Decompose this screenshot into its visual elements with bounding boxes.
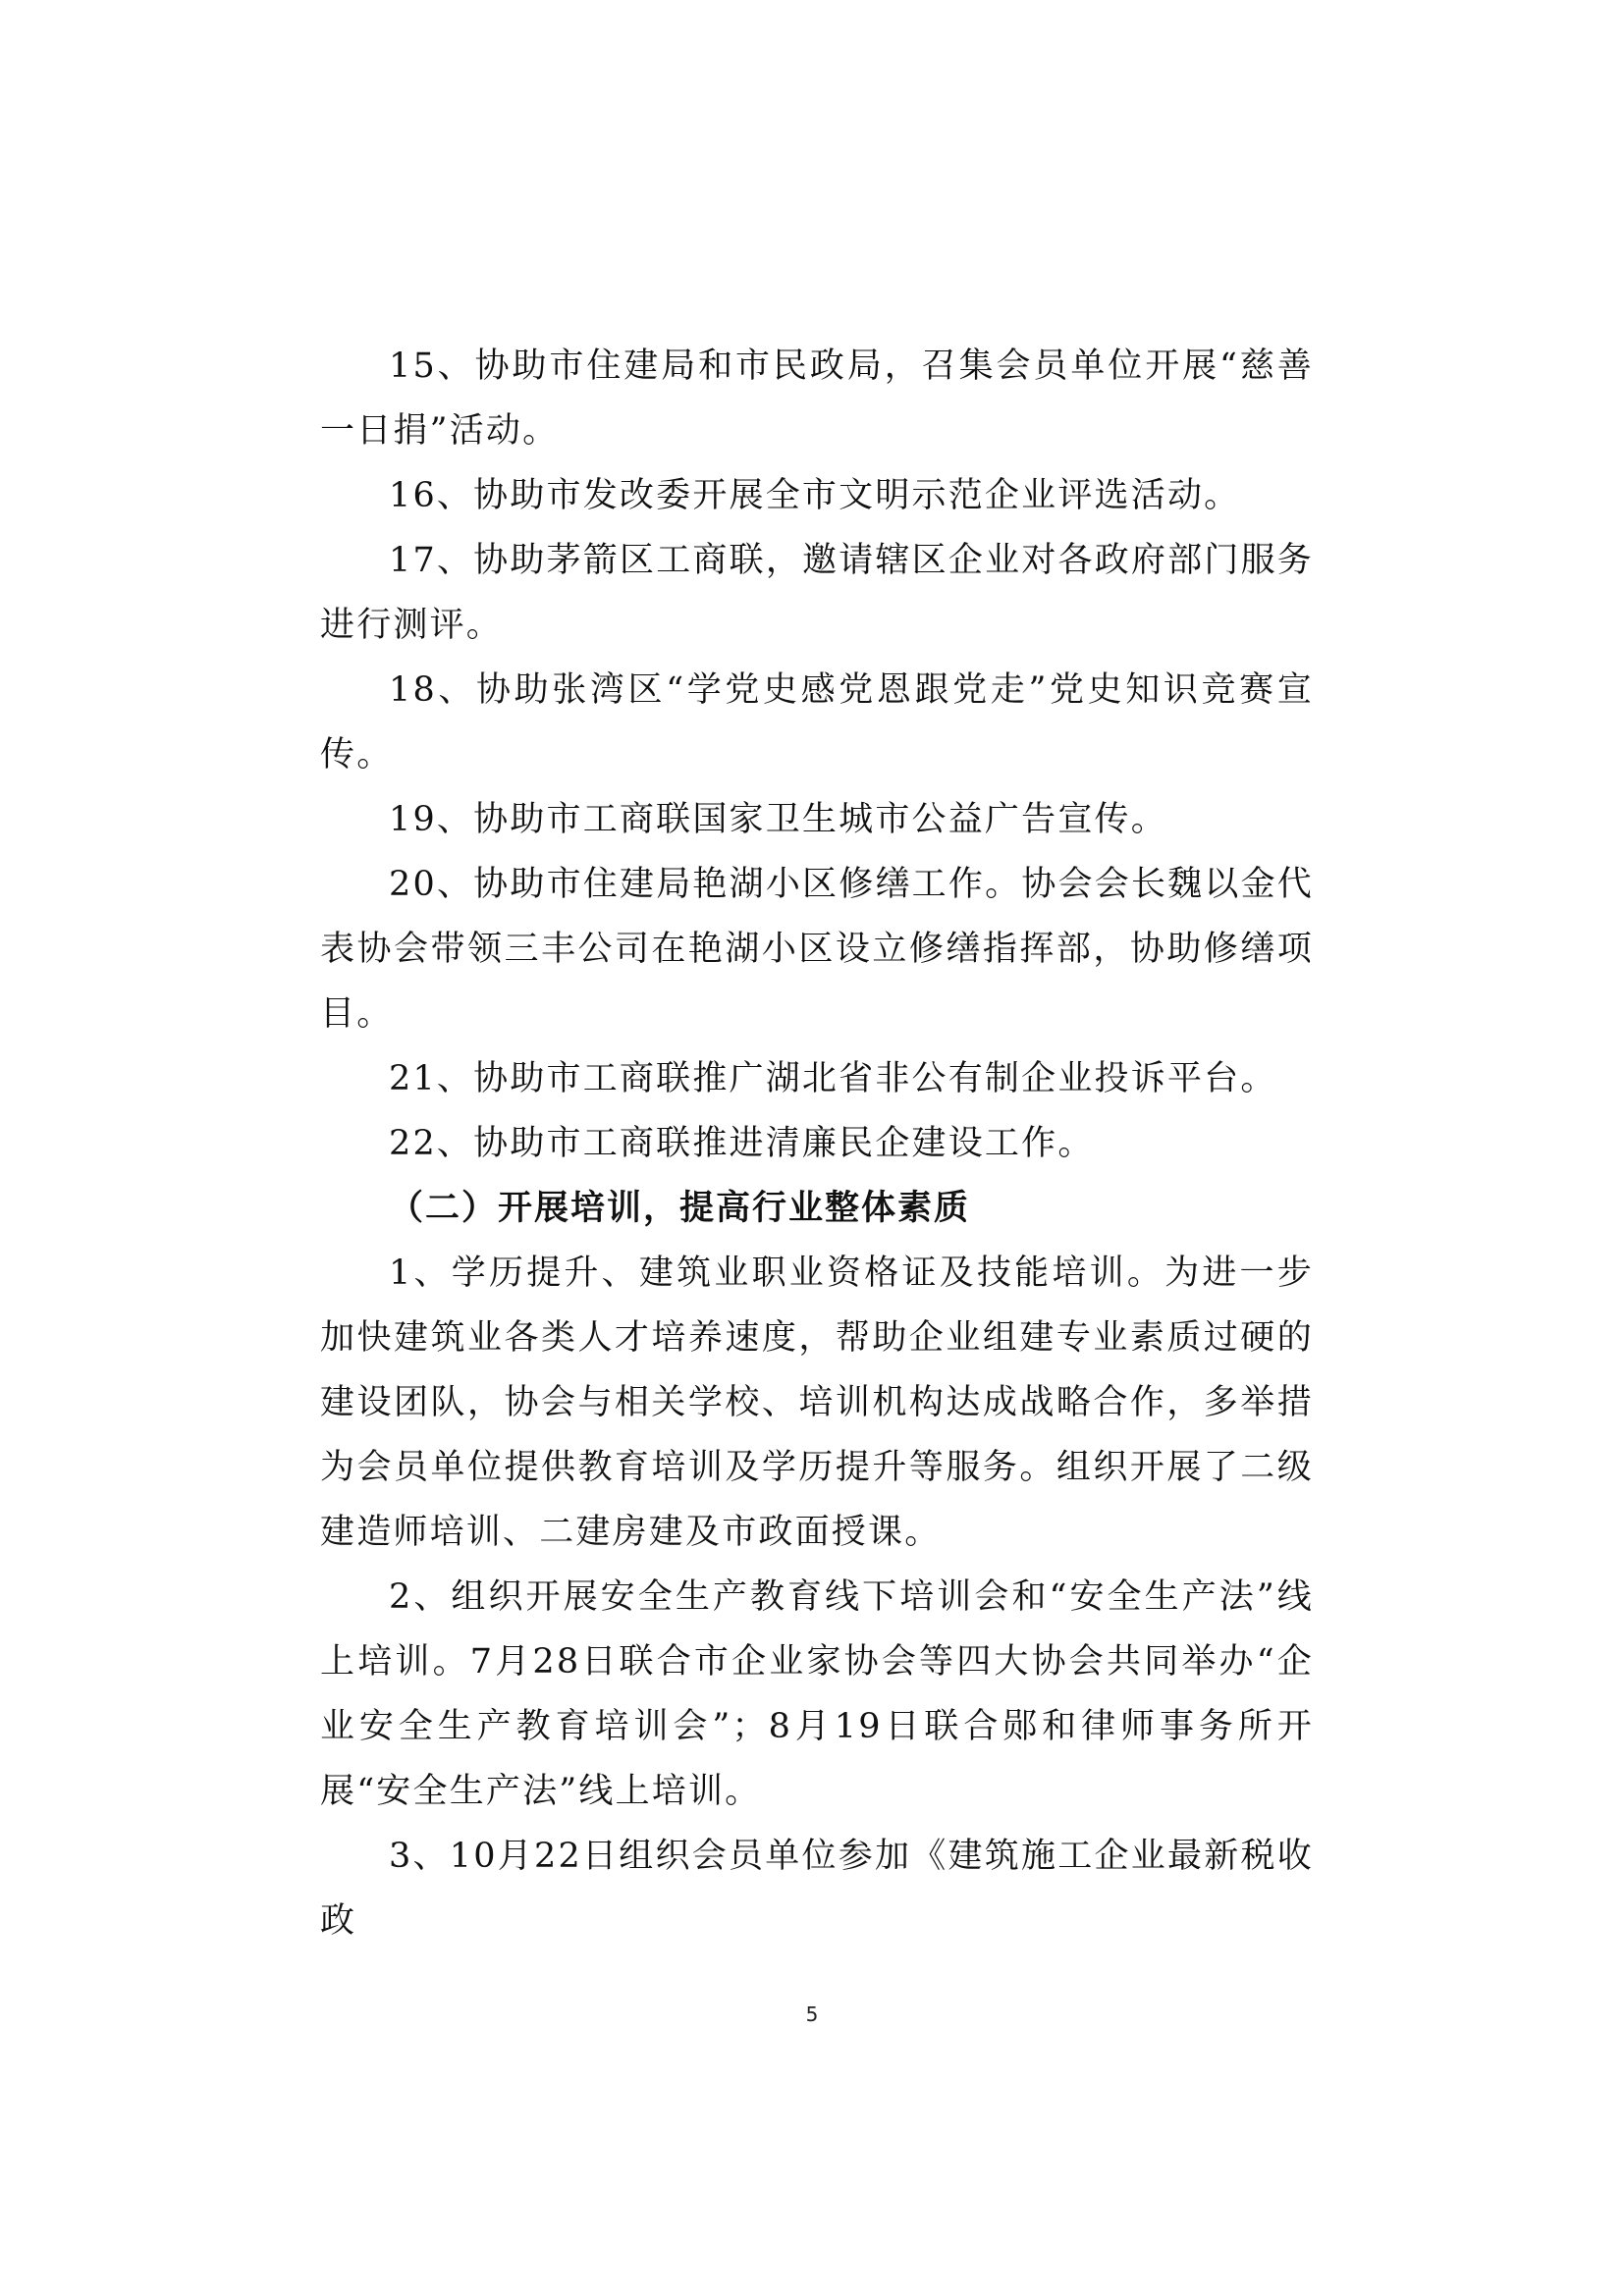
item-20: 20、协助市住建局艳湖小区修缮工作。协会会长魏以金代表协会带领三丰公司在艳湖小区设立修缮指挥部，协助修缮项目。	[320, 865, 1314, 1034]
page-number: 5	[805, 2002, 819, 2026]
item-16: 16、协助市发改委开展全市文明示范企业评选活动。	[389, 476, 1241, 515]
page-content	[320, 334, 1314, 1953]
training-item-1: 1、学历提升、建筑业职业资格证及技能培训。为进一步加快建筑业各类人才培养速度，帮助企业组建专业素质过硬的建设团队，协会与相关学校、培训机构达成战略合作，多举措为会员单位提供教育培训及学历提升等服务。组织开展了二级建造师培训、二建房建及市政面授课。	[320, 1254, 1314, 1552]
item-22: 22、协助市工商联推进清廉民企建设工作。	[389, 1124, 1095, 1163]
training-item-3: 3、10月22日组织会员单位参加《建筑施工企业最新税收政	[320, 1837, 1314, 1941]
item-21: 21、协助市工商联推广湖北省非公有制企业投诉平台。	[389, 1059, 1277, 1098]
item-18: 18、协助张湾区“学党史感党恩跟党走”党史知识竞赛宣传。	[320, 670, 1314, 774]
item-19: 19、协助市工商联国家卫生城市公益广告宣传。	[389, 800, 1167, 839]
section-heading: （二）开展培训，提高行业整体素质	[389, 1188, 971, 1228]
item-15: 15、协助市住建局和市民政局，召集会员单位开展“慈善一日捐”活动。	[320, 347, 1314, 451]
training-item-2: 2、组织开展安全生产教育线下培训会和“安全生产法”线上培训。7月28日联合市企业家协会等四大协会共同举办“企业安全生产教育培训会”；8月19日联合郧和律师事务所开展“安全生产法”线上培训。	[320, 1577, 1314, 1811]
item-17: 17、协助茅箭区工商联，邀请辖区企业对各政府部门服务进行测评。	[320, 541, 1314, 645]
